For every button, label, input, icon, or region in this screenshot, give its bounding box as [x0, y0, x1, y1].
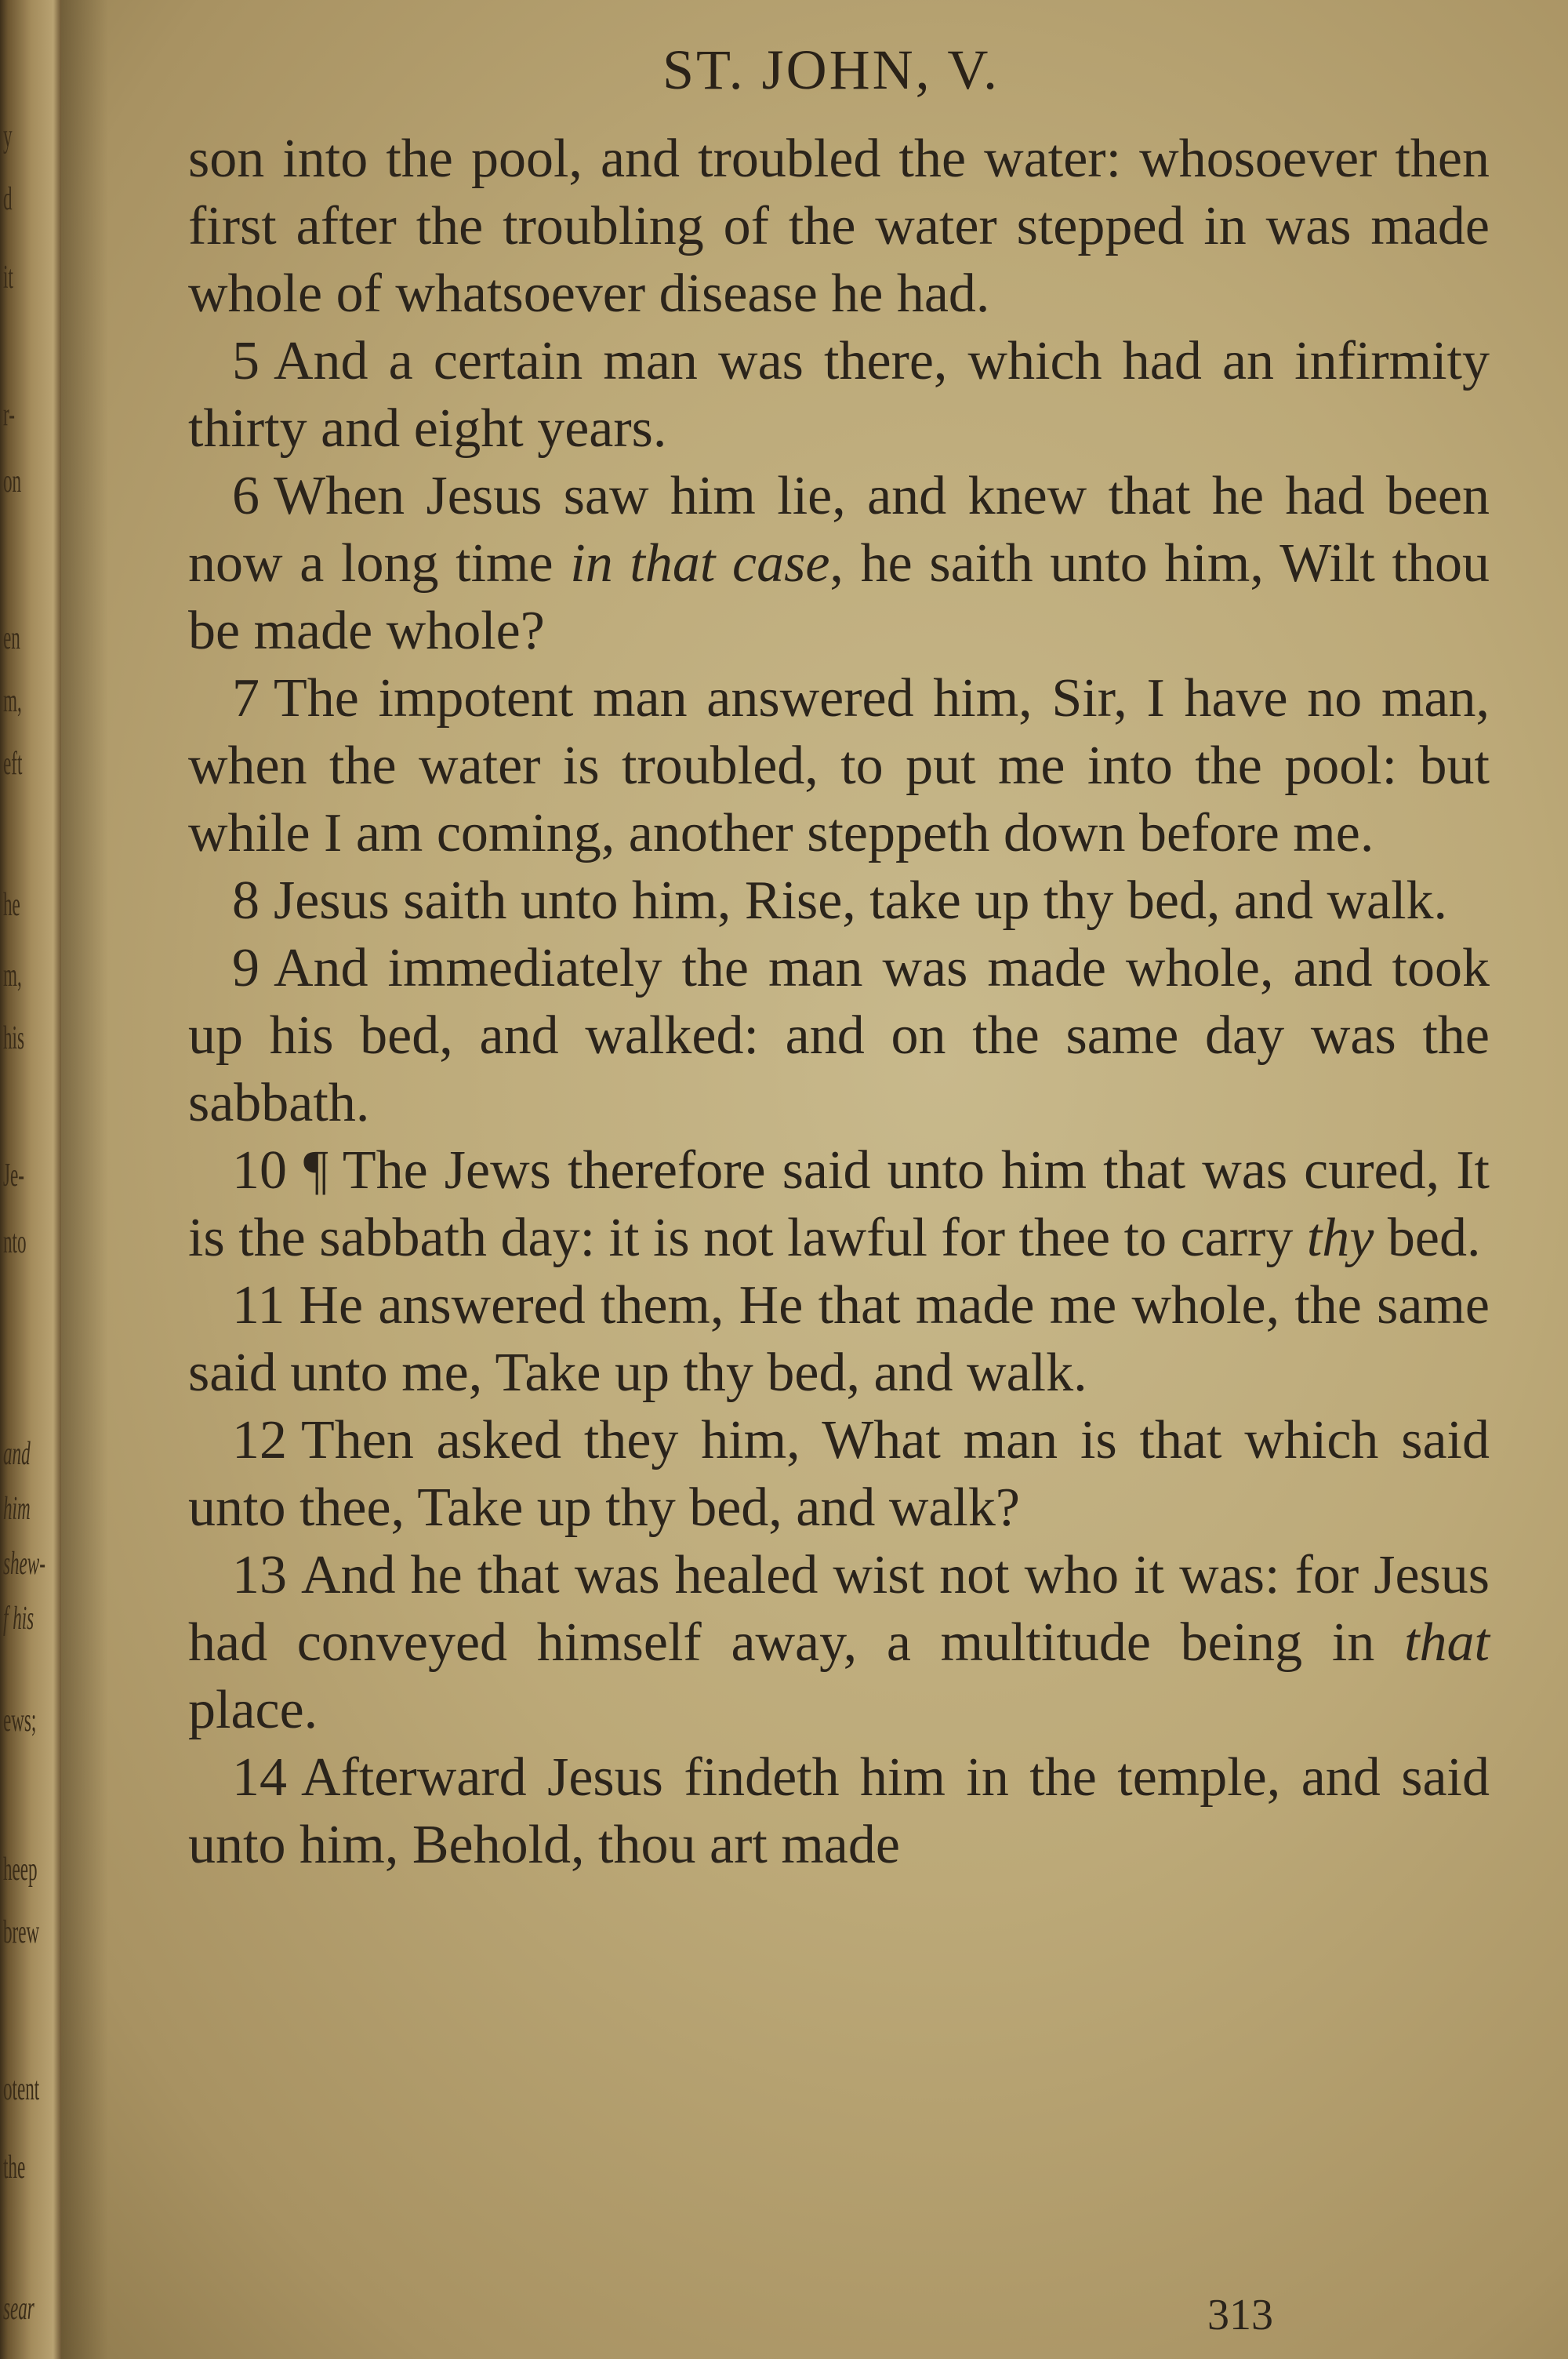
verse-v13: [188, 1542, 1490, 1744]
verse-number: 7: [232, 668, 260, 729]
verse-text: son into the pool, and troubled the water: whosoever then first after the troubling of the water stepped in was made whole of whatsoever disease he had.: [188, 129, 1490, 324]
facing-page-fragment: the: [3, 2150, 26, 2186]
facing-page-fragment: r-: [3, 397, 15, 433]
verse-text: He answered them, He that made me whole, the same said unto me, Take up thy bed, and walk.: [188, 1275, 1490, 1403]
verse-v4-cont: [188, 125, 1490, 328]
verse-v14: [188, 1744, 1490, 1879]
page-number: 313: [1207, 2291, 1273, 2339]
facing-page-fragment: y: [3, 118, 13, 154]
verse-text: bed.: [1374, 1208, 1481, 1268]
verse-number: 9: [232, 938, 260, 998]
verse-text: place.: [188, 1680, 318, 1740]
verse-text: Jesus saith unto him, Rise, take up thy bed, and walk.: [274, 871, 1448, 931]
verse-v8: [188, 867, 1490, 935]
verse-italic-text: in that case: [570, 533, 830, 594]
verse-text: Then asked they him, What man is that which said unto thee, Take up thy bed, and walk?: [188, 1410, 1490, 1538]
facing-page-fragment: en: [3, 620, 20, 656]
verse-text: And immediately the man was made whole, and took up his bed, and walked: and on the same day was the sabbath.: [188, 938, 1490, 1133]
verse-text: When Jesus saw him lie, and knew that he had been now a long time: [188, 466, 1490, 594]
facing-page-fragment: f his: [3, 1601, 34, 1637]
verse-v11: [188, 1272, 1490, 1407]
facing-page-fragment: m,: [3, 683, 22, 719]
verse-number: 6: [232, 466, 260, 526]
verse-number: 11: [232, 1275, 285, 1336]
verse-number: 13: [232, 1545, 287, 1605]
verse-text: And a certain man was there, which had an infirmity thirty and eight years.: [188, 331, 1490, 459]
verse-v9: [188, 935, 1490, 1137]
verse-text: The impotent man answered him, Sir, I have no man, when the water is troubled, to put me into the pool: but while I am coming, another steppeth down before me.: [188, 668, 1490, 863]
facing-page-fragment: it: [3, 260, 13, 296]
facing-page-fragment: heep: [3, 1852, 38, 1888]
verse-v10: [188, 1137, 1490, 1272]
verse-v12: [188, 1407, 1490, 1542]
verse-number: 14: [232, 1747, 287, 1808]
facing-page-fragment: sear: [3, 2291, 34, 2327]
verse-italic-text: thy: [1306, 1208, 1374, 1268]
verse-v5: [188, 328, 1490, 463]
verse-v7: [188, 665, 1490, 867]
verse-number: 8: [232, 871, 260, 931]
verse-text: The Jews therefore said unto him that was cured, It is the sabbath day: it is not lawful for thee to carry: [188, 1140, 1490, 1268]
facing-page-fragment: and: [3, 1436, 31, 1472]
gutter-shadow: [61, 0, 108, 2359]
facing-page-fragment: brew: [3, 1914, 40, 1950]
facing-page-fragment: ews;: [3, 1703, 37, 1739]
verse-v6: [188, 463, 1490, 665]
verse-text: And he that was healed wist not who it was: for Jesus had conveyed himself away, a multitude being in: [188, 1545, 1490, 1673]
facing-page-fragment: Je-: [3, 1158, 24, 1194]
facing-page-fragment: his: [3, 1020, 24, 1056]
verse-number: 10 ¶: [232, 1140, 328, 1201]
facing-page-fragment: shew-: [3, 1546, 45, 1582]
verse-italic-text: that: [1404, 1612, 1490, 1673]
facing-page-fragment: him: [3, 1491, 31, 1527]
verse-number: 12: [232, 1410, 287, 1470]
scripture-text: [188, 125, 1490, 1879]
facing-page-fragment: eft: [3, 746, 23, 782]
facing-page-fragment: m,: [3, 958, 22, 994]
facing-page-fragment: on: [3, 463, 22, 500]
verse-text: Afterward Jesus findeth him in the temple, and said unto him, Behold, thou art made: [188, 1747, 1490, 1875]
facing-page-fragment: d: [3, 181, 13, 217]
facing-page-fragment: nto: [3, 1224, 27, 1260]
verse-text: , he saith unto him, Wilt thou be made whole?: [188, 533, 1490, 661]
facing-page-fragment: he: [3, 887, 20, 923]
verse-number: 5: [232, 331, 260, 391]
facing-page-fragment: otent: [3, 2071, 40, 2107]
running-head: ST. JOHN, V.: [662, 38, 1000, 101]
